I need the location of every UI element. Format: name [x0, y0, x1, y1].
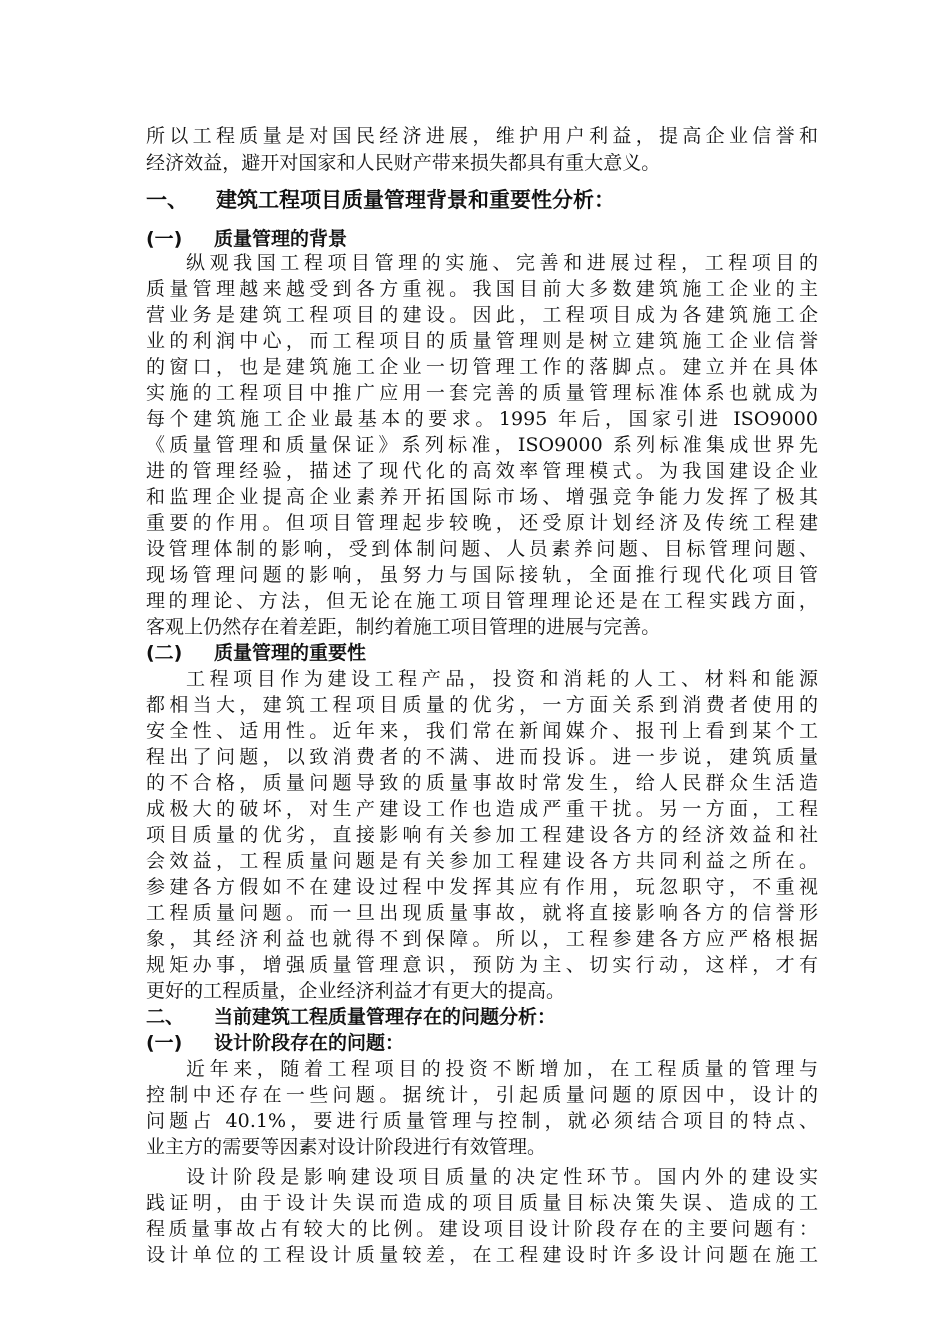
subsection-number: (一)	[146, 228, 183, 250]
body-text-line: 控制中还存在一些问题。据统计，引起质量问题的原因中，设计的	[146, 1084, 818, 1106]
body-text-line: 设计阶段是影响建设项目质量的决定性环节。国内外的建设实	[186, 1166, 818, 1188]
body-text-line: 营业务是建筑工程项目的建设。因此，工程项目成为各建筑施工企	[146, 304, 818, 326]
subsection-number: (二)	[146, 642, 183, 664]
body-text-line: 客观上仍然存在着差距，制约着施工项目管理的进展与完善。	[146, 616, 661, 638]
subsection-heading	[146, 226, 347, 252]
subsection-heading	[146, 640, 366, 666]
body-text-line: 和监理企业提高企业素养开拓国际市场、增强竞争能力发挥了极其	[146, 486, 818, 508]
body-text-line: 重要的作用。但项目管理起步较晚，还受原计划经济及传统工程建	[146, 512, 818, 534]
body-text-line: 理的理论、方法，但无论在施工项目管理理论还是在工程实践方面，	[146, 590, 818, 612]
body-text-line: 程出了问题，以致消费者的不满、进而投诉。进一步说，建筑质量	[146, 746, 818, 768]
body-text-line: 践证明，由于设计失误而造成的项目质量目标决策失误、造成的工	[146, 1192, 818, 1214]
body-text-line: 会效益，工程质量问题是有关参加工程建设各方共同利益之所在。	[146, 850, 818, 872]
body-text-line: 近年来，随着工程项目的投资不断增加，在工程质量的管理与	[186, 1058, 818, 1080]
body-text-line: 业主方的需要等因素对设计阶段进行有效管理。	[146, 1136, 547, 1158]
body-text-line: 经济效益，避开对国家和人民财产带来损失都具有重大意义。	[146, 152, 661, 174]
subsection-title: 设计阶段存在的问题：	[214, 1032, 405, 1054]
body-text-line: 所以工程质量是对国民经济进展，维护用户利益，提高企业信誉和	[146, 125, 818, 147]
body-text-line: 象，其经济利益也就得不到保障。所以，工程参建各方应严格根据	[146, 928, 818, 950]
body-text-line: 程质量事故占有较大的比例。建设项目设计阶段存在的主要问题有：	[146, 1218, 818, 1240]
section-number: 二、	[146, 1006, 185, 1028]
subsection-heading	[146, 1030, 404, 1056]
body-text-line: 设计单位的工程设计质量较差，在工程建设时许多设计问题在施工	[146, 1244, 818, 1266]
body-text-line: 安全性、适用性。近年来，我们常在新闻媒介、报刊上看到某个工	[146, 720, 818, 742]
section-title: 建筑工程项目质量管理背景和重要性分析：	[216, 188, 615, 212]
section-heading	[146, 1004, 556, 1030]
body-text-line: 更好的工程质量，企业经济利益才有更大的提高。	[146, 980, 566, 1002]
body-text-line: 问题占 40.1%，要进行质量管理与控制，就必须结合项目的特点、	[146, 1110, 818, 1132]
subsection-number: (一)	[146, 1032, 183, 1054]
body-text-line: 实施的工程项目中推广应用一套完善的质量管理标准体系也就成为	[146, 382, 818, 404]
section-title: 当前建筑工程质量管理存在的问题分析：	[214, 1006, 557, 1028]
section-heading	[146, 186, 615, 214]
section-number: 一、	[146, 188, 188, 212]
body-text-line: 现场管理问题的影响，虽努力与国际接轨，全面推行现代化项目管	[146, 564, 818, 586]
body-text-line: 质量管理越来越受到各方重视。我国目前大多数建筑施工企业的主	[146, 278, 818, 300]
body-text-line: 进的管理经验，描述了现代化的高效率管理模式。为我国建设企业	[146, 460, 818, 482]
body-text-line: 工程项目作为建设工程产品，投资和消耗的人工、材料和能源	[186, 668, 818, 690]
body-text-line: 参建各方假如不在建设过程中发挥其应有作用，玩忽职守，不重视	[146, 876, 818, 898]
body-text-line: 成极大的破坏，对生产建设工作也造成严重干扰。另一方面，工程	[146, 798, 818, 820]
body-text-line: 规矩办事，增强质量管理意识，预防为主、切实行动，这样，才有	[146, 954, 818, 976]
body-text-line: 业的利润中心，而工程项目的质量管理则是树立建筑施工企业信誉	[146, 330, 818, 352]
body-text-line: 工程质量问题。而一旦出现质量事故，就将直接影响各方的信誉形	[146, 902, 818, 924]
body-text-line: 纵观我国工程项目管理的实施、完善和进展过程，工程项目的	[186, 252, 818, 274]
subsection-title: 质量管理的重要性	[214, 642, 367, 664]
body-text-line: 设管理体制的影响，受到体制问题、人员素养问题、目标管理问题、	[146, 538, 818, 560]
body-text-line: 的不合格，质量问题导致的质量事故时常发生，给人民群众生活造	[146, 772, 818, 794]
body-text-line: 项目质量的优劣，直接影响有关参加工程建设各方的经济效益和社	[146, 824, 818, 846]
body-text-line: 《质量管理和质量保证》系列标准，ISO9000 系列标准集成世界先	[146, 434, 818, 456]
body-text-line: 都相当大，建筑工程项目质量的优劣，一方面关系到消费者使用的	[146, 694, 818, 716]
body-text-line: 的窗口，也是建筑施工企业一切管理工作的落脚点。建立并在具体	[146, 356, 818, 378]
subsection-title: 质量管理的背景	[214, 228, 348, 250]
body-text-line: 每个建筑施工企业最基本的要求。1995 年后，国家引进 ISO9000	[146, 408, 818, 430]
